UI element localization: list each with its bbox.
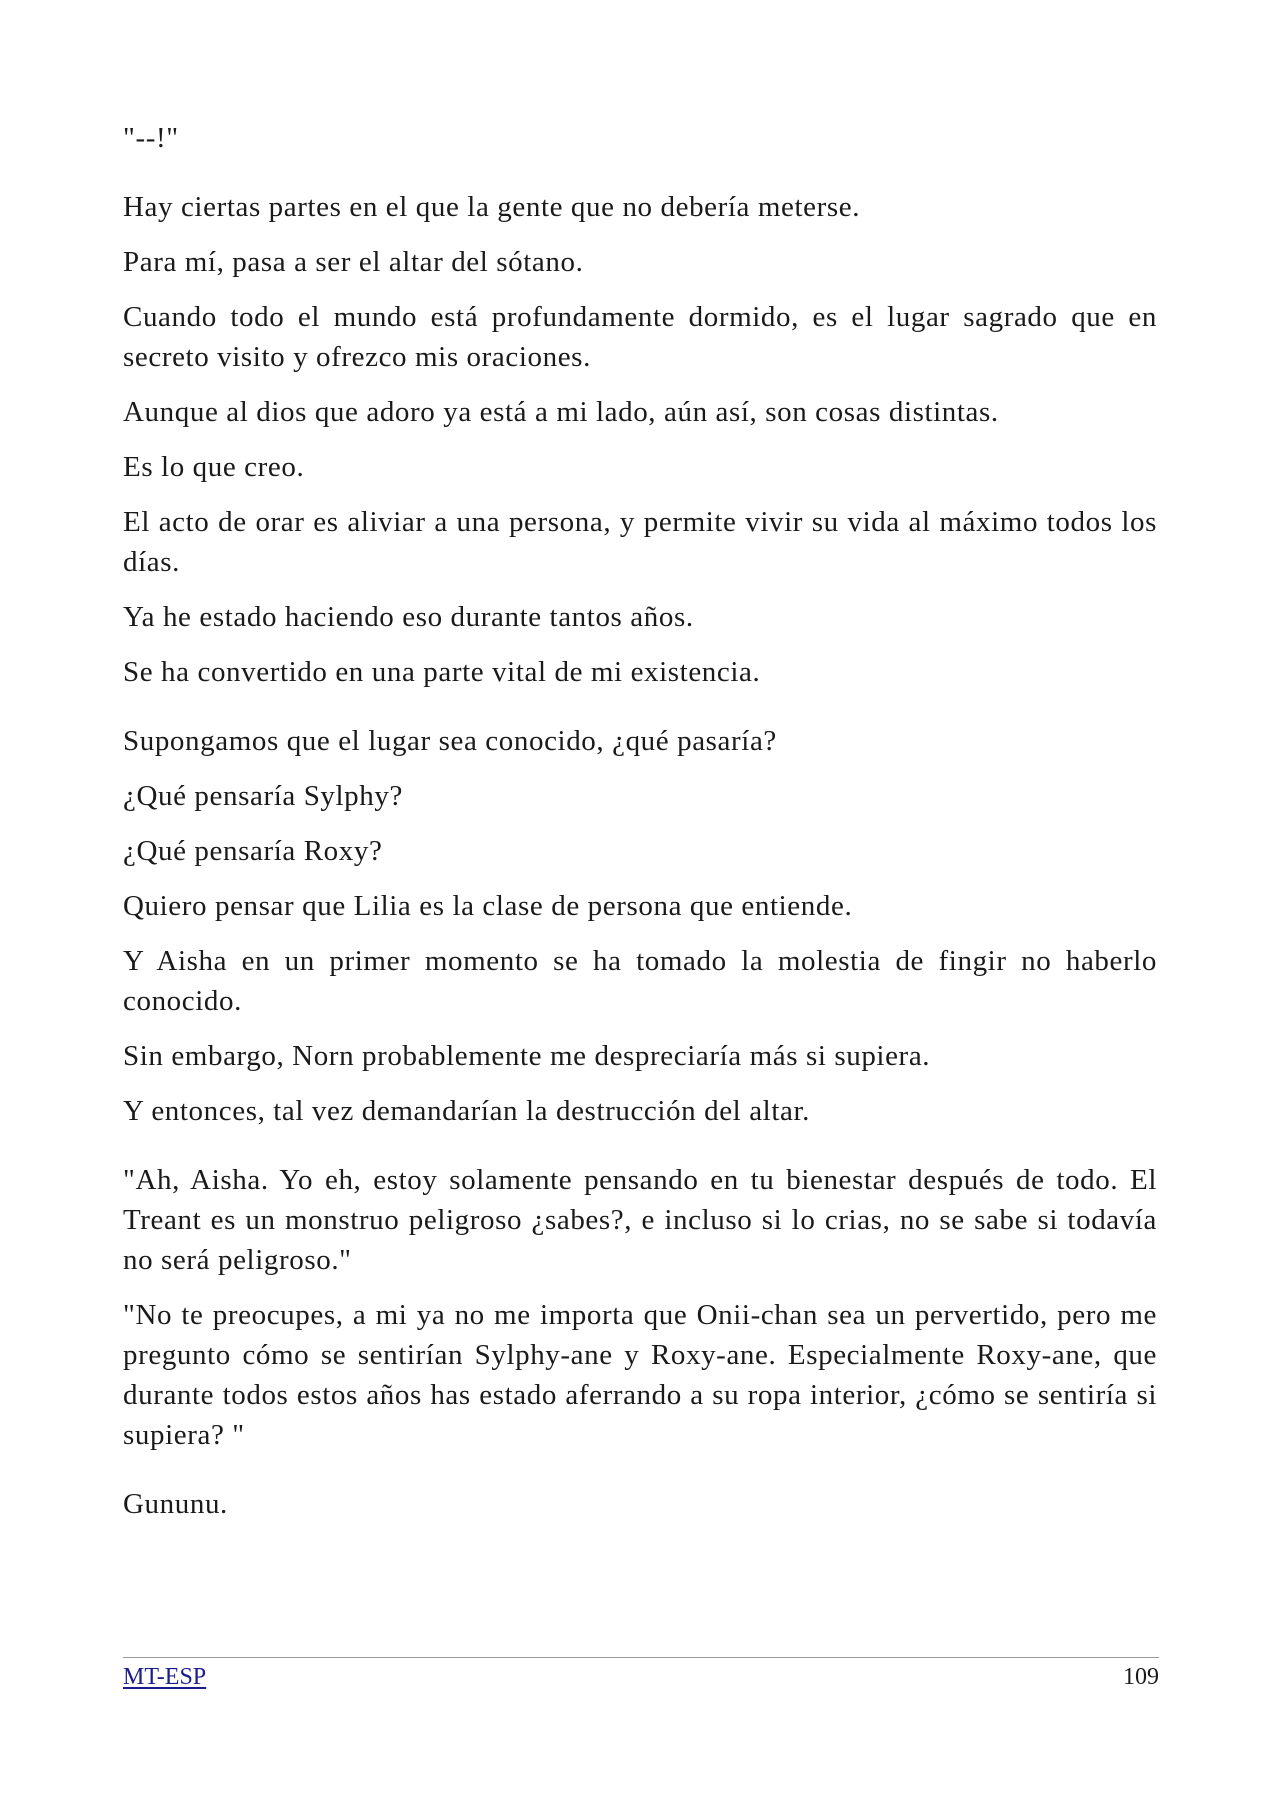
paragraph: Y Aisha en un primer momento se ha tomado la molestia de fingir no haberlo conocido. — [123, 945, 1157, 1017]
paragraph: "No te preocupes, a mi ya no me importa que Onii-chan sea un pervertido, pero me pregunto cómo se sentirían Sylphy-ane y Roxy-ane. Especialmente Roxy-ane, que durante todos estos años has estado aferrando a su ropa interior, ¿cómo se sentiría si supiera? " — [123, 1299, 1157, 1451]
paragraph: El acto de orar es aliviar a una persona, y permite vivir su vida al máximo todos los días. — [123, 506, 1157, 578]
page-number: 109 — [1123, 1664, 1159, 1690]
paragraph: Se ha convertido en una parte vital de mi existencia. — [123, 656, 761, 688]
paragraph: "Ah, Aisha. Yo eh, estoy solamente pensando en tu bienestar después de todo. El Treant es un monstruo peligroso ¿sabes?, e incluso si lo crias, no se sabe si todavía no será peligroso." — [123, 1164, 1157, 1276]
footer-link[interactable]: MT-ESP — [123, 1664, 207, 1690]
paragraph: Quiero pensar que Lilia es la clase de persona que entiende. — [123, 890, 853, 922]
paragraph: Sin embargo, Norn probablemente me despreciaría más si supiera. — [123, 1040, 931, 1072]
paragraph: ¿Qué pensaría Roxy? — [123, 835, 383, 867]
paragraph: Y entonces, tal vez demandarían la destrucción del altar. — [123, 1095, 810, 1127]
page-footer — [123, 1657, 1159, 1690]
paragraph: ¿Qué pensaría Sylphy? — [123, 780, 403, 812]
paragraph: Gununu. — [123, 1488, 228, 1520]
paragraph: Para mí, pasa a ser el altar del sótano. — [123, 246, 584, 278]
paragraph: Hay ciertas partes en el que la gente que no debería meterse. — [123, 191, 861, 223]
paragraph: Aunque al dios que adoro ya está a mi lado, aún así, son cosas distintas. — [123, 396, 999, 428]
paragraph: Cuando todo el mundo está profundamente dormido, es el lugar sagrado que en secreto visito y ofrezco mis oraciones. — [123, 301, 1157, 373]
paragraph: Ya he estado haciendo eso durante tantos años. — [123, 601, 694, 633]
body-text — [123, 118, 1157, 1539]
paragraph: Es lo que creo. — [123, 451, 305, 483]
paragraph: "--!" — [123, 122, 179, 154]
paragraph: Supongamos que el lugar sea conocido, ¿qué pasaría? — [123, 725, 777, 757]
